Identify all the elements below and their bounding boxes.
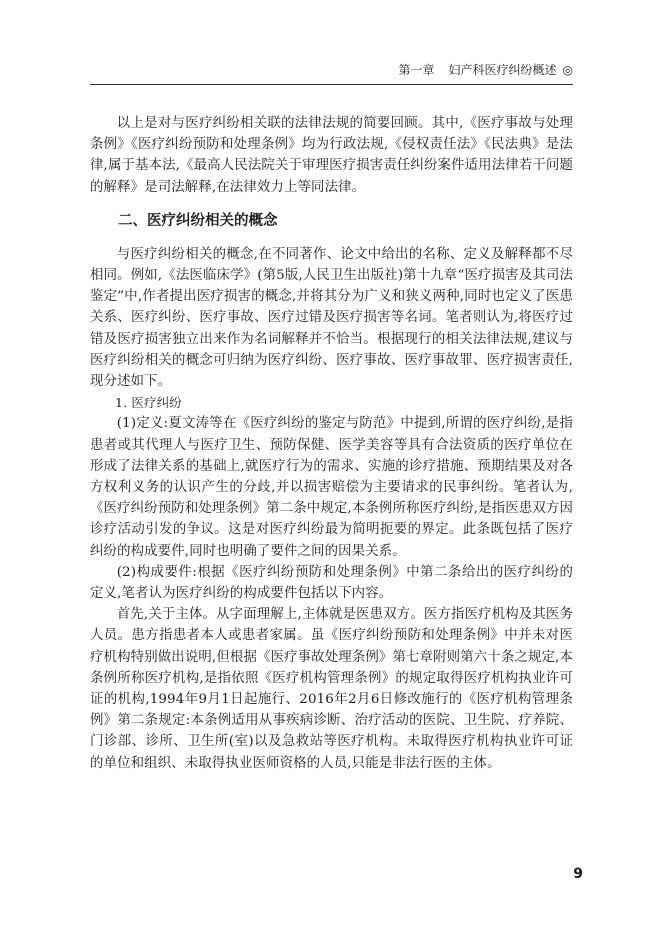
paragraph-4: (2)构成要件:根据《医疗纠纷预防和处理条例》中第二条给出的医疗纠纷的定义,笔者认为医疗纠纷的构成要件包括以下内容。: [90, 564, 573, 602]
body-text: [90, 113, 573, 774]
subheading-medical-dispute: 1. 医疗纠纷: [115, 395, 182, 411]
running-header: [90, 62, 573, 85]
paragraph-2: 与医疗纠纷相关的概念,在不同著作、论文中给出的名称、定义及解释都不尽相同。例如,《法医临床学》(第5版,人民卫生出版社)第十九章“医疗损害及其司法鉴定”中,作者提出医疗损害的概念,并将其分为广义和狭义两种,同时也定义了医患关系、医疗纠纷、医疗事故、医疗过错及医疗损害等名词。笔者则认为,将医疗过错及医疗损害独立出来作为名词解释并不恰当。根据现行的相关法律法规,建议与医疗纠纷相关的概念可归纳为医疗纠纷、医疗事故、医疗事故罪、医疗损害责任,现分述如下。: [90, 246, 573, 390]
page-number: 9: [573, 866, 583, 882]
paragraph-1: 以上是对与医疗纠纷相关联的法律法规的简要回顾。其中,《医疗事故与处理条例》《医疗纠纷预防和处理条例》均为行政法规,《侵权责任法》《民法典》是法律,属于基本法,《最高人民法院关于审理医疗损害责任纠纷案件适用法律若干问题的解释》是司法解释,在法律效力上等同法律。: [90, 116, 573, 195]
chapter-title: 妇产科医疗纠纷概述: [448, 63, 557, 77]
paragraph-5: 首先,关于主体。从字面理解上,主体就是医患双方。医方指医疗机构及其医务人员。患方指患者本人或患者家属。虽《医疗纠纷预防和处理条例》中并未对医疗机构特别做出说明,但根据《医疗事故处理条例》第七章附则第六十条之规定,本条例所称医疗机构,是指依照《医疗机构管理条例》的规定取得医疗机构执业许可证的机构,1994年9月1日起施行、2016年2月6日修改施行的《医疗机构管理条例》第二条规定:本条例适用从事疾病诊断、治疗活动的医院、卫生院、疗养院、门诊部、诊所、卫生所(室)以及急救站等医疗机构。未取得医疗机构执业许可证的单位和组织、未取得执业医师资格的人员,只能是非法行医的主体。: [90, 607, 573, 771]
ornament-icon: ◎: [562, 63, 573, 77]
section-heading: 二、医疗纠纷相关的概念: [118, 212, 278, 229]
chapter-label: 第一章: [398, 63, 435, 77]
paragraph-3: (1)定义:夏文涛等在《医疗纠纷的鉴定与防范》中提到,所谓的医疗纠纷,是指患者或其代理人与医疗卫生、预防保健、医学美容等具有合法资质的医疗单位在形成了法律关系的基础上,就医疗行为的需求、实施的诊疗措施、预期结果及对各方权利义务的认识产生的分歧,并以损害赔偿为主要请求的民事纠纷。笔者认为,《医疗纠纷预防和处理条例》第二条中规定,本条例所称医疗纠纷,是指医患双方因诊疗活动引发的争议。这是对医疗纠纷最为简明扼要的界定。此条既包括了医疗纠纷的构成要件,同时也明确了要件之间的因果关系。: [90, 416, 573, 559]
